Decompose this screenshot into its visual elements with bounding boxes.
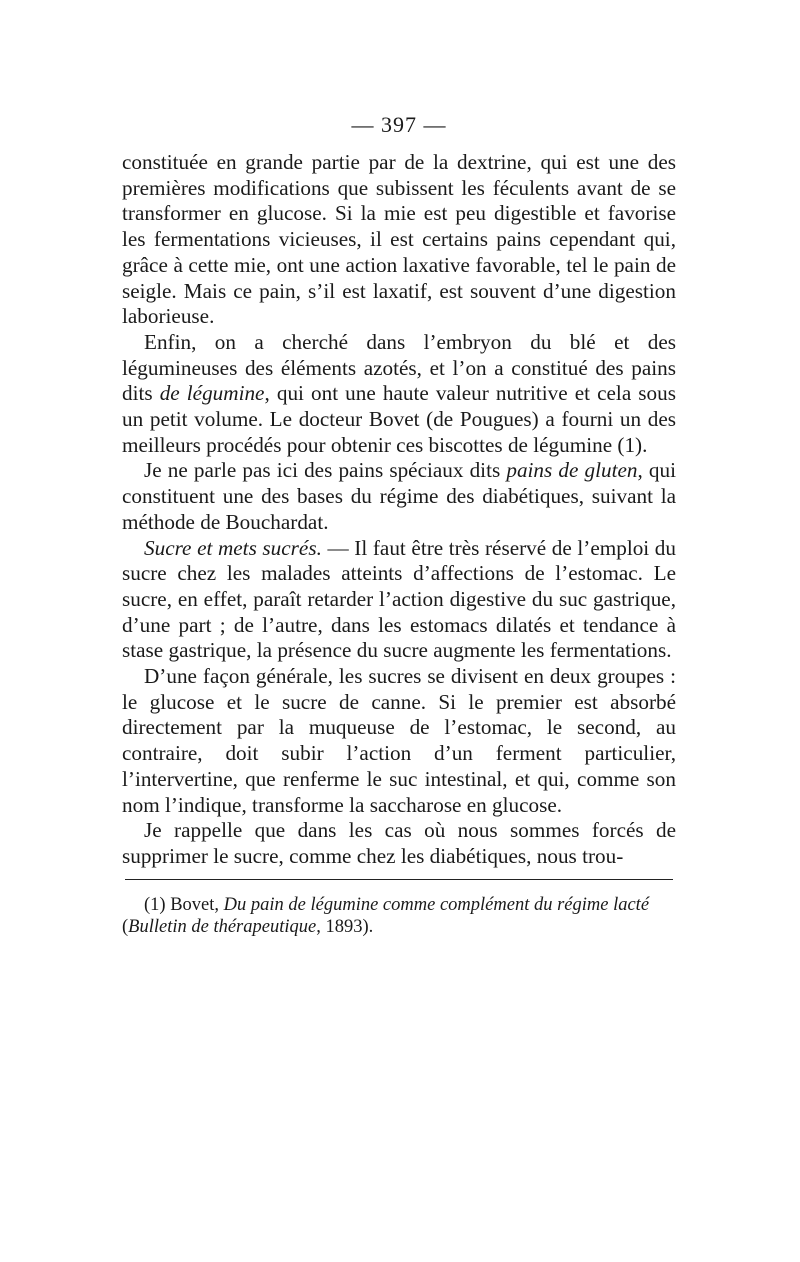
footnote-marker: (1) bbox=[144, 894, 166, 915]
italic-text: pains de gluten bbox=[506, 458, 638, 483]
book-page bbox=[122, 112, 676, 938]
paragraph bbox=[122, 664, 676, 818]
footnote-italic-text: Du pain de légumine comme complément du régime lacté bbox=[223, 894, 650, 915]
text-run: , qui constituent une des bases du régime des diabétiques, suivant la méthode de Bouchardat. bbox=[122, 458, 676, 534]
text-run: , qui ont une haute valeur nutritive et cela sous un petit volume. Le docteur Bovet (de Pougues) a fourni un des meilleurs procédés pour obtenir ces biscottes de légumine (1). bbox=[122, 381, 676, 457]
italic-text: Sucre et mets sucrés. bbox=[144, 535, 322, 560]
footnote-italic-text: Bulletin de thérapeutique bbox=[128, 916, 317, 937]
body-text bbox=[122, 150, 676, 870]
text-run: Enfin, on a cherché dans l’embryon du blé et des légumineuses des éléments azotés, et l’on a constitué des pains dits bbox=[122, 329, 676, 406]
footnote-text: , 1893). bbox=[316, 916, 374, 937]
text-run: D’une façon générale, les sucres se divisent en deux groupes : le glucose et le sucre de canne. Si le premier est absorbé directement par la muqueuse de l’estomac, le second, au contraire, doit subir l’action d’un ferment particulier, l’intervertine, que renferme le suc intestinal, et qui, comme son nom l’indique, transforme la saccharose en glucose. bbox=[122, 664, 676, 817]
paragraph bbox=[122, 150, 676, 330]
text-run: Je rappelle que dans les cas où nous sommes forcés de supprimer le sucre, comme chez les diabétiques, nous trou- bbox=[122, 818, 676, 868]
paragraph bbox=[122, 536, 676, 665]
paragraph bbox=[122, 458, 676, 535]
text-run: — Il faut être très réservé de l’emploi du sucre chez les malades atteints d’affections de l’estomac. Le sucre, en effet, paraît retarder l’action digestive du suc gastrique, d’une part ; de l’autre, dans les estomacs dilatés et tendance à stase gastrique, la présence du sucre augmente les fermentations. bbox=[122, 535, 676, 663]
paragraph bbox=[122, 330, 676, 459]
footnote-text: ( bbox=[122, 916, 129, 937]
footnotes bbox=[122, 894, 676, 938]
text-run: constituée en grande partie par de la dextrine, qui est une des premières modifications que subissent les féculents avant de se transformer en glucose. Si la mie est peu digestible et favorise les fermentations vicieuses, il est certains pains cependant qui, grâce à cette mie, ont une action laxative favorable, tel le pain de seigle. Mais ce pain, s’il est laxatif, est souvent d’une digestion laborieuse. bbox=[122, 150, 676, 329]
footnote-divider bbox=[125, 879, 673, 880]
paragraph bbox=[122, 818, 676, 869]
footnote bbox=[122, 894, 676, 938]
footnote-text: Bovet, bbox=[165, 894, 224, 915]
italic-text: de légumine bbox=[159, 381, 265, 406]
text-run: Je ne parle pas ici des pains spéciaux dits bbox=[144, 458, 507, 483]
page-number: — 397 — bbox=[351, 112, 447, 137]
